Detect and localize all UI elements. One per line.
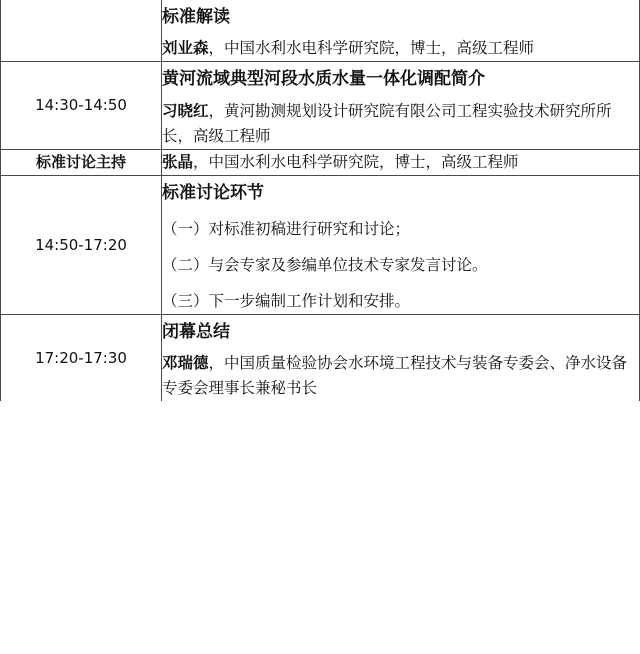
row-content-cell bbox=[162, 0, 640, 62]
speaker-name: 张晶 bbox=[162, 153, 194, 172]
table-row bbox=[1, 314, 640, 401]
speaker-affiliation: ，中国质量检验协会水环境工程技术与装备专委会、净水设备专委会理事长兼秘书长 bbox=[162, 354, 628, 398]
speaker-line bbox=[162, 99, 639, 149]
speaker-line bbox=[162, 150, 639, 175]
session-title: 标准解读 bbox=[162, 7, 230, 27]
session-title: 标准讨论环节 bbox=[162, 183, 264, 204]
session-title: 闭幕总结 bbox=[162, 321, 230, 342]
speaker-affiliation: ，黄河勘测规划设计研究院有限公司工程实验技术研究所所长，高级工程师 bbox=[162, 101, 612, 145]
speaker-name: 习晓红 bbox=[162, 101, 209, 120]
row-content-cell bbox=[162, 176, 640, 315]
table-row bbox=[1, 150, 640, 176]
row-time: 标准讨论主持 bbox=[35, 153, 126, 172]
row-time-cell bbox=[1, 176, 162, 315]
row-content-cell bbox=[162, 314, 640, 401]
row-time: 14:30-14:50 bbox=[35, 96, 127, 115]
session-title: 黄河流域典型河段水质水量一体化调配简介 bbox=[162, 69, 485, 90]
speaker-line bbox=[162, 351, 639, 401]
speaker-affiliation: ，中国水利水电科学研究院，博士，高级工程师 bbox=[208, 39, 535, 58]
row-time: 14:50-17:20 bbox=[35, 235, 127, 254]
speaker-line bbox=[162, 36, 639, 61]
list-item: （一）对标准初稿进行研究和讨论； bbox=[162, 220, 411, 239]
speaker-affiliation: ，中国水利水电科学研究院，博士，高级工程师 bbox=[193, 153, 519, 172]
speaker-name: 刘业森 bbox=[162, 39, 209, 58]
row-time-cell bbox=[1, 314, 162, 401]
row-time-cell bbox=[1, 150, 162, 176]
list-item: （三）下一步编制工作计划和安排。 bbox=[162, 292, 411, 311]
table-row bbox=[1, 176, 640, 315]
row-time: 17:20-17:30 bbox=[35, 348, 127, 367]
list-item: （二）与会专家及参编单位技术专家发言讨论。 bbox=[162, 256, 488, 275]
row-content-cell bbox=[162, 150, 640, 176]
speaker-name: 邓瑞德 bbox=[162, 354, 209, 373]
table-row bbox=[1, 62, 640, 150]
table-row bbox=[1, 0, 640, 62]
row-time-cell bbox=[1, 62, 162, 150]
row-content-cell bbox=[162, 62, 640, 150]
row-time-cell bbox=[1, 0, 162, 62]
